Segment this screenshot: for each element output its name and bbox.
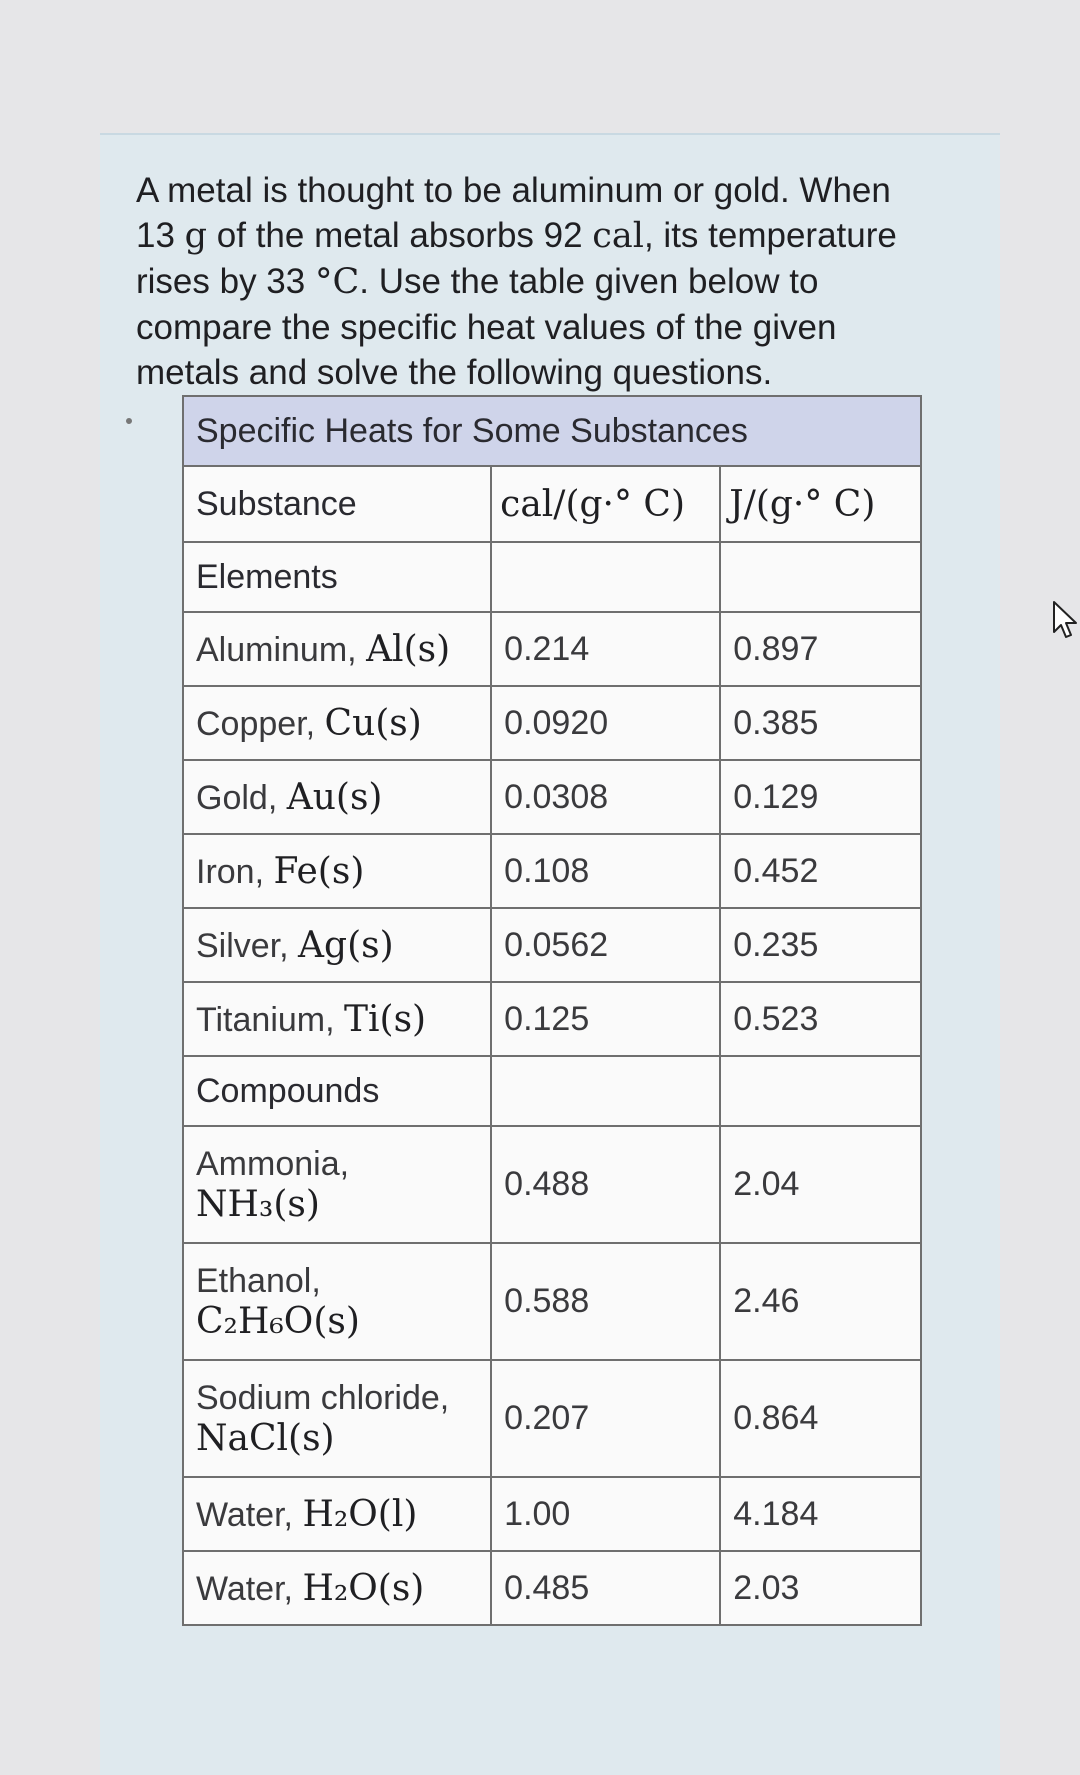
substance-cell xyxy=(183,1551,491,1625)
table-row xyxy=(183,982,921,1056)
prompt-text-4: . Use the table given below to compare the specific heat values of the given metals and solve the following questions. xyxy=(136,262,837,392)
j-value: 2.04 xyxy=(720,1126,921,1243)
table-title: Specific Heats for Some Substances xyxy=(183,396,921,466)
table-row xyxy=(183,834,921,908)
prompt-unit-degc: °C xyxy=(314,262,360,302)
substance-formula: Cu(s) xyxy=(324,702,422,744)
j-value: 0.452 xyxy=(720,834,921,908)
substance-formula: Al(s) xyxy=(366,628,451,670)
substance-formula: H₂O(l) xyxy=(302,1493,418,1535)
substance-formula: NaCl(s) xyxy=(196,1417,335,1459)
substance-formula: Ti(s) xyxy=(344,998,427,1040)
header-cal-unit: cal/(g·° C) xyxy=(491,466,720,542)
table-title-row xyxy=(183,396,921,466)
specific-heat-table xyxy=(182,395,922,1626)
table-row xyxy=(183,908,921,982)
table-header-row xyxy=(183,466,921,542)
substance-cell xyxy=(183,760,491,834)
substance-cell xyxy=(183,1360,491,1477)
substance-name: Aluminum, xyxy=(196,630,367,669)
j-value: 4.184 xyxy=(720,1477,921,1551)
substance-name: Silver, xyxy=(196,926,299,965)
substance-cell xyxy=(183,982,491,1056)
table-row xyxy=(183,760,921,834)
table-row xyxy=(183,1551,921,1625)
substance-cell xyxy=(183,612,491,686)
cal-value: 0.207 xyxy=(491,1360,720,1477)
prompt-unit-cal: cal xyxy=(592,216,644,256)
header-substance: Substance xyxy=(183,466,491,542)
cal-value: 0.0920 xyxy=(491,686,720,760)
prompt-text-1: A metal is thought to be aluminum or gold. When 13 xyxy=(136,171,891,255)
substance-name: Sodium chloride, xyxy=(196,1378,450,1417)
substance-formula: Au(s) xyxy=(286,776,383,818)
cal-value: 0.0562 xyxy=(491,908,720,982)
cal-value: 0.0308 xyxy=(491,760,720,834)
substance-cell xyxy=(183,1243,491,1360)
j-value: 0.897 xyxy=(720,612,921,686)
table-row xyxy=(183,1477,921,1551)
substance-cell xyxy=(183,908,491,982)
empty-cell xyxy=(491,542,720,612)
question-prompt xyxy=(136,168,936,395)
cal-value: 0.214 xyxy=(491,612,720,686)
cal-value: 0.108 xyxy=(491,834,720,908)
prompt-text-3: , its temperature rises by 33 xyxy=(136,216,897,301)
substance-name: Titanium, xyxy=(196,1000,345,1039)
cal-value: 0.125 xyxy=(491,982,720,1056)
table-row xyxy=(183,612,921,686)
substance-formula: Fe(s) xyxy=(273,850,365,892)
table-row xyxy=(183,686,921,760)
section-label-elements: Elements xyxy=(183,542,491,612)
cal-value: 1.00 xyxy=(491,1477,720,1551)
cal-value: 0.588 xyxy=(491,1243,720,1360)
substance-name: Ammonia, xyxy=(196,1144,350,1183)
substance-name: Water, xyxy=(196,1495,303,1534)
substance-name: Iron, xyxy=(196,852,274,891)
substance-formula: H₂O(s) xyxy=(302,1567,425,1609)
substance-name: Ethanol, xyxy=(196,1261,321,1300)
section-row-compounds xyxy=(183,1056,921,1126)
j-value: 0.129 xyxy=(720,760,921,834)
prompt-text-2: of the metal absorbs 92 xyxy=(207,216,593,255)
substance-formula: C₂H₆O(s) xyxy=(196,1300,360,1342)
substance-cell xyxy=(183,686,491,760)
empty-cell xyxy=(720,1056,921,1126)
substance-name: Gold, xyxy=(196,778,287,817)
table-row xyxy=(183,1126,921,1243)
substance-formula: NH₃(s) xyxy=(196,1183,320,1225)
substance-name: Copper, xyxy=(196,704,325,743)
cal-value: 0.488 xyxy=(491,1126,720,1243)
mouse-cursor-icon xyxy=(1052,600,1078,640)
section-label-compounds: Compounds xyxy=(183,1056,491,1126)
list-bullet xyxy=(126,418,132,424)
substance-cell xyxy=(183,834,491,908)
j-value: 0.235 xyxy=(720,908,921,982)
section-row-elements xyxy=(183,542,921,612)
empty-cell xyxy=(491,1056,720,1126)
j-value: 0.385 xyxy=(720,686,921,760)
prompt-unit-g: g xyxy=(184,216,208,256)
table-row xyxy=(183,1243,921,1360)
j-value: 2.03 xyxy=(720,1551,921,1625)
table-row xyxy=(183,1360,921,1477)
j-value: 0.523 xyxy=(720,982,921,1056)
substance-cell xyxy=(183,1126,491,1243)
empty-cell xyxy=(720,542,921,612)
substance-cell xyxy=(183,1477,491,1551)
j-value: 2.46 xyxy=(720,1243,921,1360)
cal-value: 0.485 xyxy=(491,1551,720,1625)
header-j-unit: J/(g·° C) xyxy=(720,466,921,542)
substance-formula: Ag(s) xyxy=(298,924,394,966)
substance-name: Water, xyxy=(196,1569,303,1608)
j-value: 0.864 xyxy=(720,1360,921,1477)
